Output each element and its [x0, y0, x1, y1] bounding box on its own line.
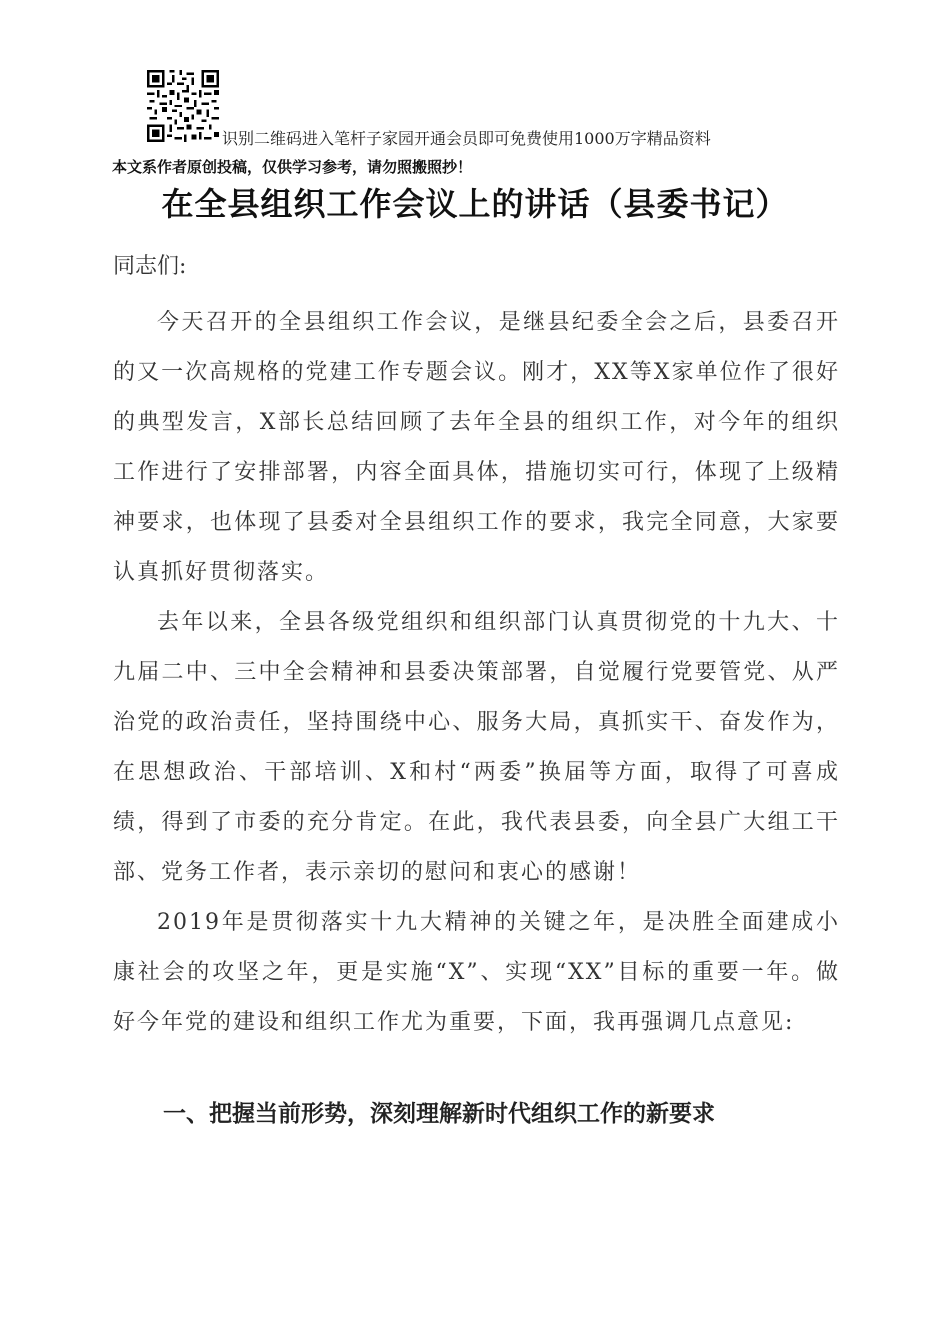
document-body	[113, 298, 840, 1048]
section-heading: 一、把握当前形势，深刻理解新时代组织工作的新要求	[163, 1101, 715, 1127]
salutation: 同志们:	[113, 254, 187, 279]
paragraph: 今天召开的全县组织工作会议，是继县纪委全会之后，县委召开的又一次高规格的党建工作专题会议。刚才，XX等X家单位作了很好的典型发言，X部长总结回顾了去年全县的组织工作，对今年的组织工作进行了安排部署，内容全面具体，措施切实可行，体现了上级精神要求，也体现了县委对全县组织工作的要求，我完全同意，大家要认真抓好贯彻落实。	[113, 310, 840, 585]
copyright-notice: 本文系作者原创投稿，仅供学习参考，请勿照搬照抄！	[112, 158, 473, 176]
paragraph: 去年以来，全县各级党组织和组织部门认真贯彻党的十九大、十九届二中、三中全会精神和县委决策部署，自觉履行党要管党、从严治党的政治责任，坚持围绕中心、服务大局，真抓实干、奋发作为，在思想政治、干部培训、X和村“两委”换届等方面，取得了可喜成绩，得到了市委的充分肯定。在此，我代表县委，向全县广大组工干部、党务工作者，表示亲切的慰问和衷心的感谢！	[113, 610, 840, 885]
document-title: 在全县组织工作会议上的讲话（县委书记）	[161, 185, 789, 223]
qr-code-icon[interactable]	[147, 70, 219, 142]
paragraph: 2019年是贯彻落实十九大精神的关键之年，是决胜全面建成小康社会的攻坚之年，更是实施“X”、实现“XX”目标的重要一年。做好今年党的建设和组织工作尤为重要，下面，我再强调几点意见:	[113, 910, 840, 1035]
promo-text: 识别二维码进入笔杆子家园开通会员即可免费使用1000万字精品资料	[222, 129, 711, 148]
